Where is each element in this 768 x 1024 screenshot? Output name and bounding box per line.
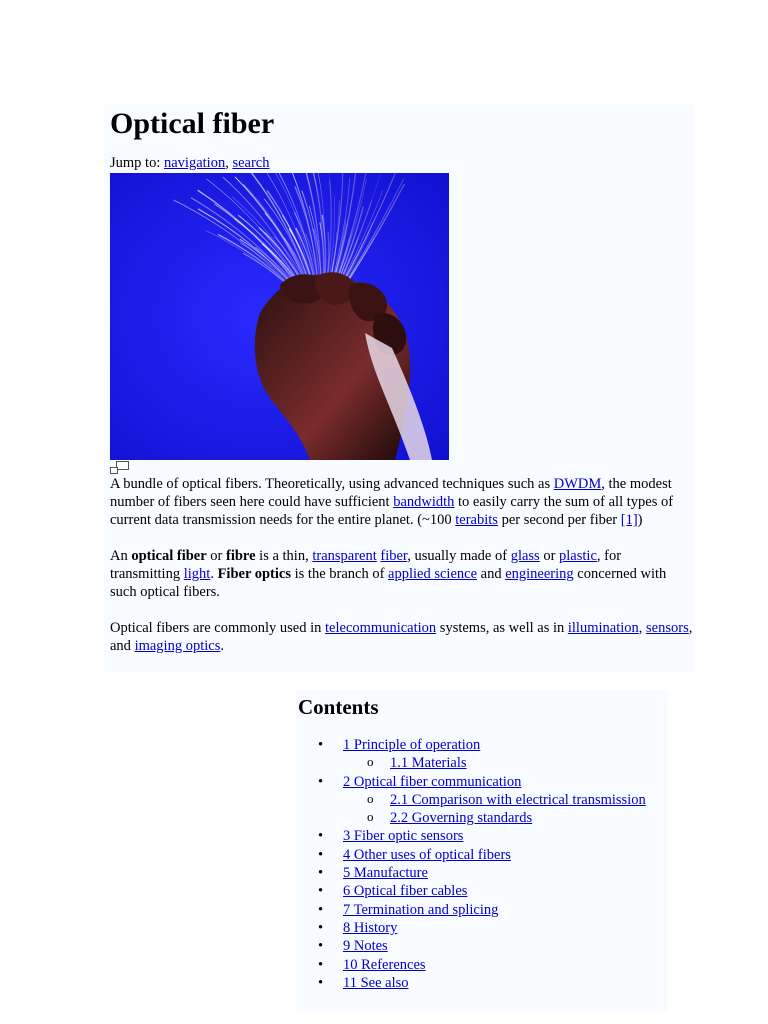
paragraph-text: concerned with such optical fibers. [110, 566, 667, 600]
toc-sublink[interactable]: 1.1 Materials [390, 755, 467, 772]
paragraph-text: , usually made of [407, 548, 511, 564]
toc-item [296, 736, 646, 773]
toc-link[interactable]: 11 See also [343, 974, 409, 991]
toc-item [296, 919, 646, 937]
paragraph-text: is the branch of [291, 566, 389, 582]
toc-item [296, 827, 646, 845]
link-sensors[interactable]: sensors [646, 620, 689, 636]
toc-item [296, 974, 646, 992]
paragraph-text: , for transmitting [110, 548, 622, 582]
link-bandwidth[interactable]: bandwidth [393, 494, 455, 510]
link-light[interactable]: light [183, 566, 211, 582]
toc-item [296, 846, 646, 864]
page-title: Optical fiber [110, 107, 275, 140]
paragraph-text: or [539, 548, 560, 564]
link-telecommunication[interactable]: telecommunication [325, 620, 437, 636]
toc-sublink[interactable]: 2.1 Comparison with electrical transmission [390, 791, 646, 808]
toc-link[interactable]: 5 Manufacture [343, 865, 428, 882]
toc-item [296, 937, 646, 955]
caption-text: ) [637, 512, 643, 528]
link-transparent[interactable]: transparent [312, 548, 377, 564]
jump-to-label: Jump to: [110, 155, 164, 171]
citation-link-1[interactable]: [1] [620, 512, 638, 528]
paragraph-text: , [638, 620, 647, 636]
caption-text: to easily carry the sum of all types of current data transmission needs for the entire planet. (~100 [110, 494, 674, 528]
link-applied-science[interactable]: applied science [388, 566, 478, 582]
toc-link[interactable]: 10 References [343, 956, 426, 973]
toc-item [296, 864, 646, 882]
bold-term: fibre [226, 548, 256, 564]
link-dwdm[interactable]: DWDM [553, 476, 602, 492]
search-link[interactable]: search [232, 155, 270, 171]
toc-sublist [343, 791, 646, 828]
usage-paragraph [110, 619, 694, 655]
toc-link[interactable]: 8 History [343, 919, 398, 936]
toc-heading: Contents [298, 695, 379, 719]
toc-link[interactable]: 3 Fiber optic sensors [343, 828, 464, 845]
link-imaging-optics[interactable]: imaging optics [134, 638, 221, 654]
toc-link[interactable]: 1 Principle of operation [343, 737, 481, 753]
toc-link[interactable]: 7 Termination and splicing [343, 901, 499, 918]
paragraph-text: and [477, 566, 506, 582]
toc-link[interactable]: 2 Optical fiber communication [343, 773, 522, 790]
paragraph-text: or [206, 548, 227, 564]
link-fiber[interactable]: fiber [380, 548, 408, 564]
enlarge-icon[interactable] [110, 461, 130, 475]
toc-subitem [343, 809, 646, 827]
image-caption [110, 475, 694, 529]
toc-link[interactable]: 9 Notes [343, 938, 388, 955]
link-illumination[interactable]: illumination [567, 620, 639, 636]
navigation-link[interactable]: navigation [163, 155, 226, 171]
paragraph-text: An [110, 548, 132, 564]
paragraph-text: is a thin, [255, 548, 313, 564]
jump-separator: , [225, 155, 233, 171]
toc-sublink[interactable]: 2.2 Governing standards [390, 810, 533, 827]
link-plastic[interactable]: plastic [559, 548, 597, 564]
link-engineering[interactable]: engineering [505, 566, 574, 582]
paragraph-text: , and [110, 620, 693, 654]
paragraph-text: systems, as well as in [436, 620, 568, 636]
toc-list [296, 736, 646, 992]
toc-item [296, 882, 646, 900]
toc-subitem [343, 791, 646, 809]
table-of-contents [296, 690, 668, 1012]
caption-text: , the modest number of fibers seen here could have sufficient [110, 476, 672, 510]
toc-item [296, 773, 646, 828]
paragraph-text: . [220, 638, 224, 654]
toc-link[interactable]: 4 Other uses of optical fibers [343, 846, 511, 863]
article-content [110, 104, 694, 655]
bold-term: Fiber optics [217, 566, 291, 582]
jump-to-links [110, 154, 694, 172]
toc-item [296, 901, 646, 919]
optical-fiber-bundle-image[interactable] [110, 173, 449, 460]
toc-item [296, 956, 646, 974]
paragraph-text: . [210, 566, 218, 582]
toc-subitem [343, 754, 646, 772]
toc-sublist [343, 754, 646, 772]
toc-link[interactable]: 6 Optical fiber cables [343, 883, 468, 900]
bold-term: optical fiber [131, 548, 207, 564]
caption-text: A bundle of optical fibers. Theoretically, using advanced techniques such as [110, 476, 554, 492]
link-terabits[interactable]: terabits [455, 512, 498, 528]
caption-text: per second per fiber [497, 512, 621, 528]
link-glass[interactable]: glass [510, 548, 540, 564]
paragraph-text: Optical fibers are commonly used in [110, 620, 326, 636]
intro-paragraph [110, 547, 694, 601]
